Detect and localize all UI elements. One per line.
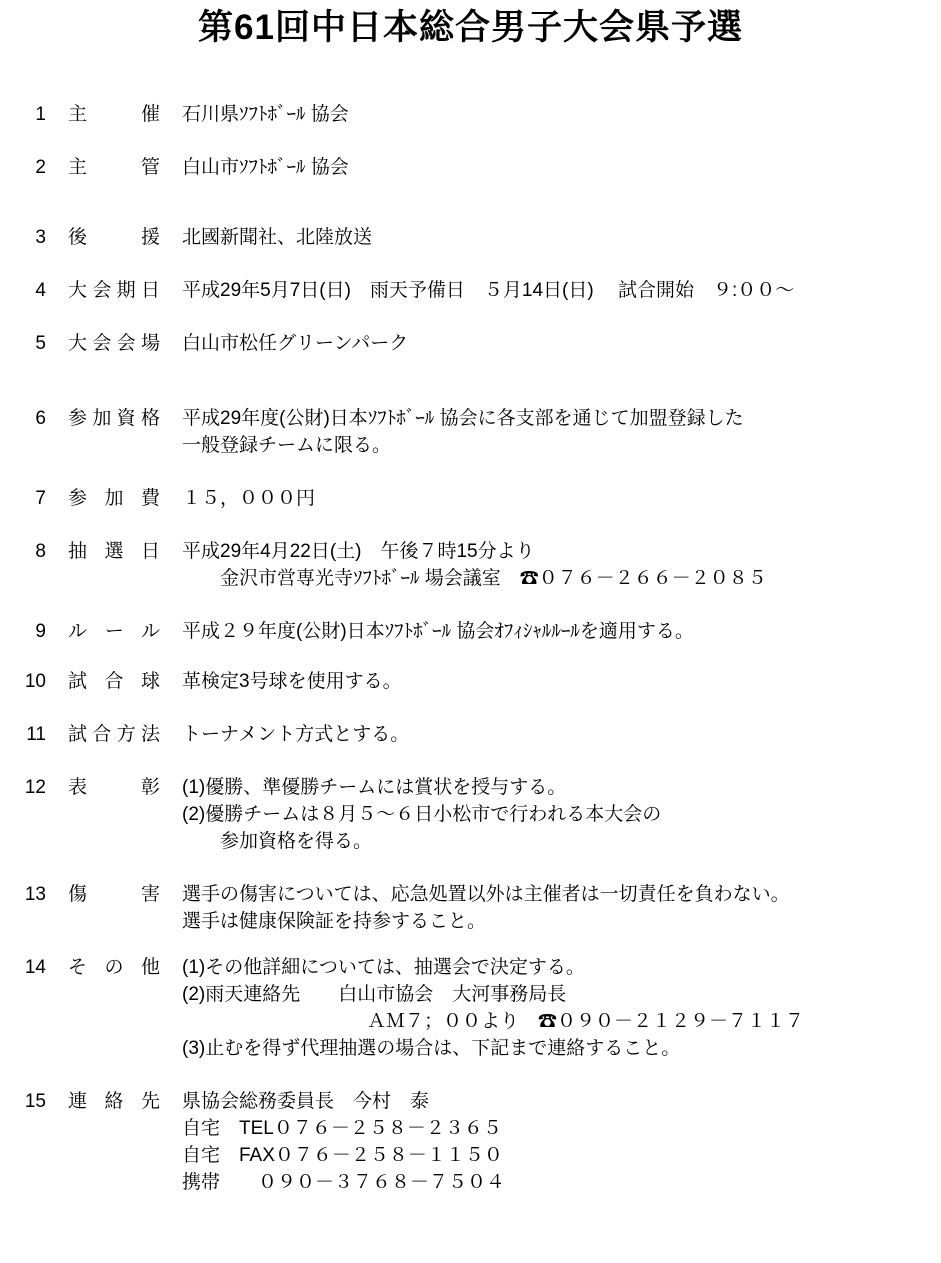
item-number: 4	[35, 280, 46, 301]
item-value-line: 石川県ｿﾌﾄﾎﾞｰﾙ 協会	[182, 104, 349, 125]
item-value-line: 平成２９年度(公財)日本ｿﾌﾄﾎﾞｰﾙ 協会ｵﾌｨｼｬﾙﾙｰﾙを適用する。	[182, 621, 694, 642]
item-value-line: トーナメント方式とする。	[182, 724, 410, 745]
item-value-line: (3)止むを得ず代理抽選の場合は、下記まで連絡すること。	[182, 1038, 681, 1059]
item-number: 10	[24, 671, 46, 692]
item-value-line: 平成29年4月22日(土) 午後７時15分より	[182, 541, 535, 562]
item-row-11	[0, 721, 941, 748]
item-label: 後援	[68, 227, 160, 248]
item-label: 傷害	[68, 884, 160, 905]
item-value-line: １５，０００円	[182, 488, 316, 509]
item-value	[182, 224, 941, 251]
item-value	[182, 277, 941, 304]
item-number: 7	[35, 488, 46, 509]
item-label: 大会会場	[68, 333, 160, 354]
item-label: その他	[68, 957, 160, 978]
item-value	[182, 721, 941, 748]
item-value	[182, 1088, 941, 1196]
item-number: 11	[26, 724, 46, 745]
item-label: 表彰	[68, 777, 160, 798]
item-number: 15	[24, 1091, 46, 1112]
item-row-13	[0, 881, 941, 935]
item-value-line: 参加資格を得る。	[220, 831, 373, 852]
item-value-line: 一般登録チームに限る。	[182, 435, 392, 456]
item-value-line-mobile: 携帯 ０９０－３７６８－７５０４	[182, 1172, 506, 1193]
item-row-2	[0, 154, 941, 181]
item-value-line-fax: 自宅 FAX０７６－２５８－１１５０	[182, 1145, 503, 1166]
item-number: 6	[35, 408, 46, 429]
item-value-line: 革検定3号球を使用する。	[182, 671, 402, 692]
item-value	[182, 954, 941, 1062]
item-value	[182, 154, 941, 181]
item-value-line: 選手は健康保険証を持参すること。	[182, 911, 487, 932]
item-value-line: 選手の傷害については、応急処置以外は主催者は一切責任を負わない。	[182, 884, 790, 905]
item-value	[182, 485, 941, 512]
item-row-7	[0, 485, 941, 512]
item-number: 13	[24, 884, 46, 905]
item-value	[182, 405, 941, 459]
item-label: 試合球	[68, 671, 160, 692]
item-label: 参加費	[68, 488, 160, 509]
item-value	[182, 101, 941, 128]
item-number: 9	[35, 621, 46, 642]
item-number: 2	[35, 157, 46, 178]
item-label: 試合方法	[68, 724, 160, 745]
item-value-line: (2)優勝チームは８月５～６日小松市で行われる本大会の	[182, 804, 662, 825]
item-number: 3	[35, 227, 46, 248]
item-value-line: 白山市松任グリーンパーク	[182, 333, 409, 354]
item-label: 連絡先	[68, 1091, 160, 1112]
item-label: 大会期日	[68, 280, 160, 301]
item-number: 14	[24, 957, 46, 978]
item-label: 参加資格	[68, 408, 160, 429]
item-value-line: 平成29年5月7日(日) 雨天予備日 ５月14日(日) 試合開始 ９:００～	[182, 280, 795, 301]
item-value-line-phone: ＡＭ７；００より ☎０９０－２１２９－７１１７	[367, 1011, 805, 1032]
item-value	[182, 881, 941, 935]
item-label: 抽選日	[68, 541, 160, 562]
item-number: 1	[35, 104, 46, 125]
item-label: ルール	[68, 621, 160, 642]
item-label: 主管	[68, 157, 160, 178]
item-value-line: 北國新聞社、北陸放送	[182, 227, 373, 248]
item-number: 5	[35, 333, 46, 354]
item-row-5	[0, 330, 941, 357]
item-row-14	[0, 954, 941, 1062]
item-value-line: (1)その他詳細については、抽選会で決定する。	[182, 957, 585, 978]
item-row-10	[0, 668, 941, 695]
item-row-3	[0, 224, 941, 251]
item-number: 12	[24, 777, 46, 798]
item-value	[182, 330, 941, 357]
item-value	[182, 618, 941, 645]
item-value-line: 平成29年度(公財)日本ｿﾌﾄﾎﾞｰﾙ 協会に各支部を通じて加盟登録した	[182, 408, 744, 429]
item-row-1	[0, 101, 941, 128]
item-row-4	[0, 277, 941, 304]
item-number: 8	[35, 541, 46, 562]
item-value-line: 白山市ｿﾌﾄﾎﾞｰﾙ 協会	[182, 157, 349, 178]
item-value	[182, 774, 941, 855]
page-title: 第61回中日本総合男子大会県予選	[198, 8, 743, 47]
item-value	[182, 668, 941, 695]
item-value-line-tel: 自宅 TEL０７６－２５８－２３６５	[182, 1118, 502, 1139]
item-row-12	[0, 774, 941, 855]
item-value-line: (1)優勝、準優勝チームには賞状を授与する。	[182, 777, 567, 798]
item-value	[182, 538, 941, 592]
item-row-8	[0, 538, 941, 592]
item-value-line: 県協会総務委員長 今村 泰	[182, 1091, 430, 1112]
item-row-6	[0, 405, 941, 459]
item-row-9	[0, 618, 941, 645]
item-label: 主催	[68, 104, 160, 125]
item-value-line: 金沢市営専光寺ｿﾌﾄﾎﾞｰﾙ 場会議室 ☎０７６－２６６－２０８５	[220, 568, 767, 589]
item-value-line: (2)雨天連絡先 白山市協会 大河事務局長	[182, 984, 567, 1005]
item-row-15	[0, 1088, 941, 1196]
